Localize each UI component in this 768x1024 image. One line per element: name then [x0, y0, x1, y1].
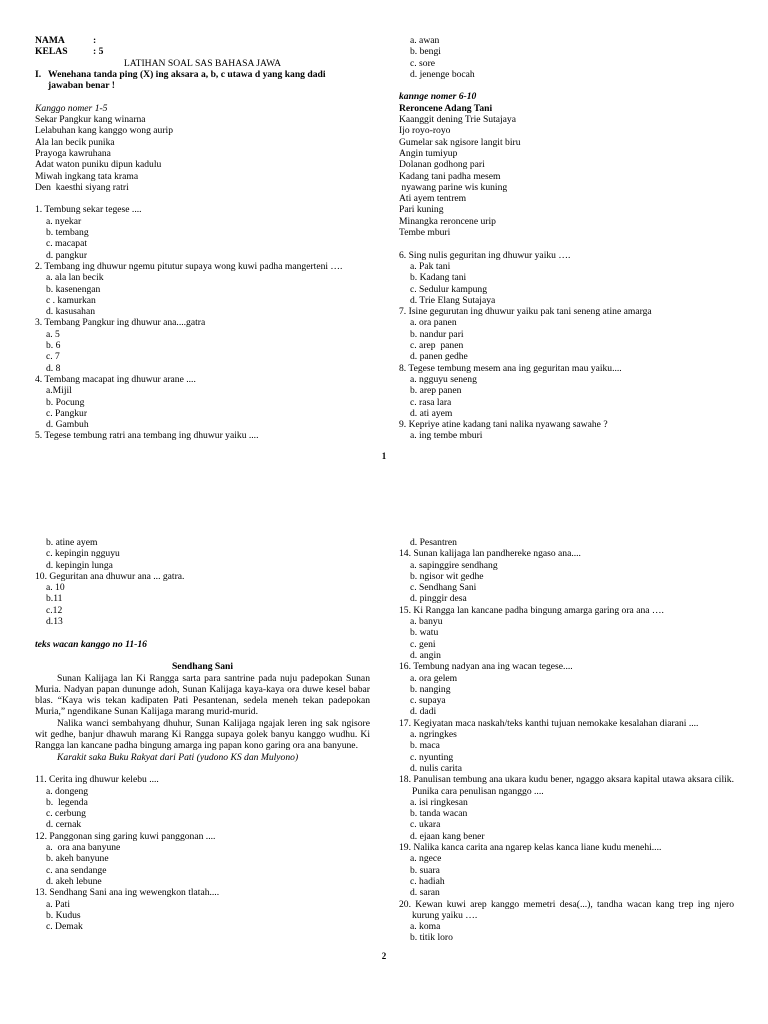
- question-text: 13. Sendhang Sani ana ing wewengkon tlatah....: [35, 887, 220, 899]
- instruction-line-2: jawaban benar !: [48, 80, 115, 92]
- answer-option: d. pangkur: [46, 249, 88, 261]
- answer-option: b. atine ayem: [46, 537, 98, 548]
- answer-option: c. arep panen: [410, 340, 464, 352]
- answer-option: c. hadiah: [410, 875, 445, 887]
- poem-line: Prayoga kawruhana: [35, 147, 111, 159]
- answer-option: b. titik loro: [410, 932, 453, 944]
- answer-option: c. Sendhang Sani: [410, 582, 477, 594]
- answer-option: a. ngringkes: [410, 729, 457, 741]
- instruction-line-1: Wenehana tanda ping (X) ing aksara a, b, c utawa d yang kang dadi: [48, 68, 326, 80]
- section-label-1-5: Kanggo nomer 1-5: [35, 102, 108, 114]
- answer-option: a. ing tembe mburi: [410, 430, 483, 442]
- answer-option: d. ejaan kang bener: [410, 830, 485, 842]
- question-text: 9. Kepriye atine kadang tani nalika nyawang sawahe ?: [399, 419, 608, 431]
- story-source: Karakit saka Buku Rakyat dari Pati (yudono KS dan Mulyono): [57, 751, 299, 763]
- poem-line: nyawang parine wis kuning: [399, 181, 508, 193]
- question-text: 15. Ki Rangga lan kancane padha bingung amarga garing ora ana ….: [399, 604, 664, 616]
- answer-option: b. Kadang tani: [410, 272, 467, 284]
- answer-option: d. 8: [46, 362, 61, 374]
- question-list-1-5: [35, 204, 370, 441]
- answer-option: d. pinggir desa: [410, 593, 467, 605]
- answer-option: a. awan: [410, 35, 440, 46]
- answer-option: b. tanda wacan: [410, 808, 468, 820]
- poem-line: Adat waton puniku dipun kadulu: [35, 159, 162, 171]
- question-list-14-20: [399, 548, 734, 943]
- poem-line: Angin tumiyup: [399, 147, 458, 159]
- question-text: 5. Tegese tembung ratri ana tembang ing dhuwur yaiku ....: [35, 430, 259, 442]
- question-text: 19. Nalika kanca carita ana ngarep kelas kanca liane kudu menehi....: [399, 842, 662, 854]
- class-row: [35, 46, 370, 57]
- question-text: 18. Panulisan tembung ana ukara kudu bener, ngaggo aksara kapital utawa aksara cilik. Punika cara penulisan nganggo ....: [399, 774, 734, 797]
- answer-option: b. tembang: [46, 227, 89, 239]
- poem-line: Den kaesthi siyang ratri: [35, 181, 129, 193]
- class-value: : 5: [93, 46, 104, 58]
- page2-right-column: [399, 537, 734, 944]
- answer-option: d. kepingin lunga: [46, 559, 113, 571]
- answer-option: b. bengi: [410, 46, 441, 58]
- answer-option: b. Pocung: [46, 396, 85, 408]
- answer-option: d. cernak: [46, 819, 82, 831]
- answer-option: b. nandur pari: [410, 328, 464, 340]
- answer-option: c. supaya: [410, 695, 446, 707]
- answer-option: c. Pangkur: [46, 407, 88, 419]
- answer-option: d. akeh lebune: [46, 875, 102, 887]
- poem-line: Dolanan godhong pari: [399, 159, 485, 171]
- instruction: [35, 69, 370, 92]
- answer-option: d. kasusahan: [46, 306, 96, 318]
- exam-title: LATIHAN SOAL SAS BAHASA JAWA: [123, 57, 282, 69]
- answer-option: b. maca: [410, 740, 440, 752]
- poem-line: Pari kuning: [399, 204, 444, 216]
- story-paragraph-1: Sunan Kalijaga lan Ki Rangga sarta para santrine pada nuju padepokan Sunan Muria. Nadyan papan dununge adoh, Sunan Kalijaga kaya-kaya ora duwe kesel babar blas. “Kaya wis tekan kadipaten Pati Pesantenan, sedela meneh tekan padepokan Muria,” ngendikane Sunan Kalijaga marang murid-murid.: [35, 672, 370, 718]
- question-list-6-9: [399, 250, 734, 442]
- question-text: 1. Tembung sekar tegese ....: [35, 204, 142, 216]
- answer-option: a. ngguyu seneng: [410, 373, 477, 385]
- question-list-11-13: [35, 774, 370, 932]
- answer-option: c. macapat: [46, 238, 88, 250]
- answer-option: d. Gambuh: [46, 419, 89, 431]
- answer-option: a. ora panen: [410, 317, 457, 329]
- answer-option: c.12: [46, 604, 63, 616]
- answer-option: c. geni: [410, 638, 436, 650]
- question-text: 2. Tembang ing dhuwur ngemu pitutur supaya wong kuwi padha mangerteni ….: [35, 260, 343, 272]
- answer-option: c. ana sendange: [46, 864, 107, 876]
- answer-option: b. 6: [46, 340, 61, 352]
- story-title: Sendhang Sani: [171, 661, 234, 673]
- reading-label: teks wacan kanggo no 11-16: [35, 638, 147, 650]
- question-10: [35, 571, 370, 627]
- answer-option: d. nulis carita: [410, 762, 462, 774]
- poem-pangkur: [35, 114, 370, 193]
- poem-line: Kaanggit dening Trie Sutajaya: [399, 114, 516, 126]
- q9-options-continued: [35, 537, 370, 571]
- page2-left-column: [35, 537, 370, 932]
- answer-option: b. suara: [410, 864, 440, 876]
- answer-option: c. Sedulur kampung: [410, 283, 488, 295]
- answer-option: b. kasenengan: [46, 283, 101, 295]
- q13-options-continued: [399, 537, 734, 548]
- page-number-1: 1: [381, 451, 387, 461]
- question-text: 17. Kegiyatan maca naskah/teks kanthi tujuan nemokake kesalahan diarani ....: [399, 717, 699, 729]
- page1-left-column: [35, 35, 370, 442]
- answer-option: b. watu: [410, 627, 439, 639]
- answer-option: d. jenenge bocah: [410, 68, 475, 80]
- answer-option: c. 7: [46, 351, 60, 363]
- poem-line: Miwah ingkang tata krama: [35, 170, 139, 182]
- question-text: 6. Sing nulis geguritan ing dhuwur yaiku ….: [399, 249, 571, 261]
- question-text: 11. Cerita ing dhuwur kelebu ....: [35, 774, 159, 786]
- poem-line: Gumelar sak ngisore langit biru: [399, 136, 521, 148]
- answer-option: a. banyu: [410, 616, 443, 628]
- poem-line: Ala lan becik punika: [35, 136, 115, 148]
- section-label-6-10: kannge nomer 6-10: [399, 91, 477, 103]
- story-paragraph-2: Nalika wanci sembahyang dhuhur, Sunan Kalijaga ngajak leren ing sak ngisore wit gedhe, banjur dhawuh marang Ki Rangga supaya golek banyu kanggo wudhu. Ki Rangga lan kancane padha bingung amarga ing papan kono garing ora ana banyune.: [35, 717, 370, 752]
- answer-option: d. saran: [410, 887, 440, 899]
- answer-option: a.Mijil: [46, 385, 72, 397]
- instruction-number: I.: [35, 68, 42, 80]
- answer-option: d. Trie Elang Sutajaya: [410, 294, 496, 306]
- answer-option: b. ngisor wit gedhe: [410, 570, 484, 582]
- question-text: 12. Panggonan sing garing kuwi panggonan ....: [35, 830, 216, 842]
- page1-right-column: [399, 35, 734, 442]
- poem-reroncene: [399, 114, 734, 238]
- name-separator: :: [93, 35, 97, 46]
- answer-option: a. ala lan becik: [46, 272, 104, 284]
- answer-option: d. dadi: [410, 706, 437, 718]
- question-text: 14. Sunan kalijaga lan pandhereke ngaso ana....: [399, 548, 581, 560]
- answer-option: c . kamurkan: [46, 294, 96, 306]
- page-1: [0, 0, 768, 500]
- poem-line: Ati ayem tentrem: [399, 193, 467, 205]
- name-label: NAMA: [35, 35, 65, 46]
- answer-option: b. arep panen: [410, 385, 462, 397]
- answer-option: b. akeh banyune: [46, 853, 109, 865]
- answer-option: d. panen gedhe: [410, 351, 468, 363]
- answer-option: a. ora gelem: [410, 672, 458, 684]
- poem-line: Kadang tani padha mesem: [399, 170, 501, 182]
- answer-option: b.11: [46, 593, 63, 605]
- answer-option: a. koma: [410, 921, 441, 933]
- page-number-2: 2: [381, 951, 387, 961]
- question-text: 10. Geguritan ana dhuwur ana ... gatra.: [35, 570, 185, 582]
- answer-option: a. 10: [46, 582, 65, 594]
- poem-line: Tembe mburi: [399, 227, 451, 239]
- class-label: KELAS: [35, 46, 68, 58]
- answer-option: a. Pak tani: [410, 260, 451, 272]
- answer-option: d. Pesantren: [410, 537, 457, 548]
- answer-option: d.13: [46, 616, 63, 628]
- answer-option: b. Kudus: [46, 909, 81, 921]
- answer-option: a. dongeng: [46, 785, 89, 797]
- answer-option: d. ati ayem: [410, 407, 453, 419]
- answer-option: a. sapinggire sendhang: [410, 559, 498, 571]
- poem-line: Ijo royo-royo: [399, 125, 451, 137]
- answer-option: b. legenda: [46, 796, 88, 808]
- answer-option: c. sore: [410, 57, 436, 69]
- question-text: 16. Tembung nadyan ana ing wacan tegese....: [399, 661, 573, 673]
- answer-option: a. Pati: [46, 898, 70, 910]
- answer-option: a. isi ringkesan: [410, 796, 468, 808]
- answer-option: a. 5: [46, 328, 60, 340]
- question-text: 3. Tembang Pangkur ing dhuwur ana....gatra: [35, 317, 206, 329]
- answer-option: d. angin: [410, 649, 441, 661]
- answer-option: c. kepingin ngguyu: [46, 548, 120, 560]
- name-row: [35, 35, 370, 46]
- question-text: 4. Tembang macapat ing dhuwur arane ....: [35, 373, 196, 385]
- answer-option: a. ora ana banyune: [46, 842, 121, 854]
- answer-option: a. nyekar: [46, 215, 82, 227]
- q5-options: [399, 35, 734, 80]
- answer-option: c. cerbung: [46, 808, 86, 820]
- page-2: [0, 500, 768, 1024]
- answer-option: c. Demak: [46, 921, 83, 933]
- question-text: 8. Tegese tembung mesem ana ing geguritan mau yaiku....: [399, 362, 622, 374]
- answer-option: c. nyunting: [410, 751, 454, 763]
- poem-line: Lelabuhan kang kanggo wong aurip: [35, 125, 174, 137]
- poem-line: Minangka reroncene urip: [399, 215, 496, 227]
- answer-option: c. ukara: [410, 819, 441, 831]
- poem-line: Sekar Pangkur kang winarna: [35, 114, 146, 126]
- question-text: 20. Kewan kuwi arep kanggo memetri desa(...), tandha wacan kang trep ing njero kurung yaiku ….: [399, 898, 734, 921]
- answer-option: b. nanging: [410, 683, 451, 695]
- answer-option: a. ngece: [410, 853, 442, 865]
- question-text: 7. Isine gegurutan ing dhuwur yaiku pak tani seneng atine amarga: [399, 306, 652, 318]
- poem-title: Reroncene Adang Tani: [399, 102, 493, 114]
- answer-option: c. rasa lara: [410, 396, 452, 408]
